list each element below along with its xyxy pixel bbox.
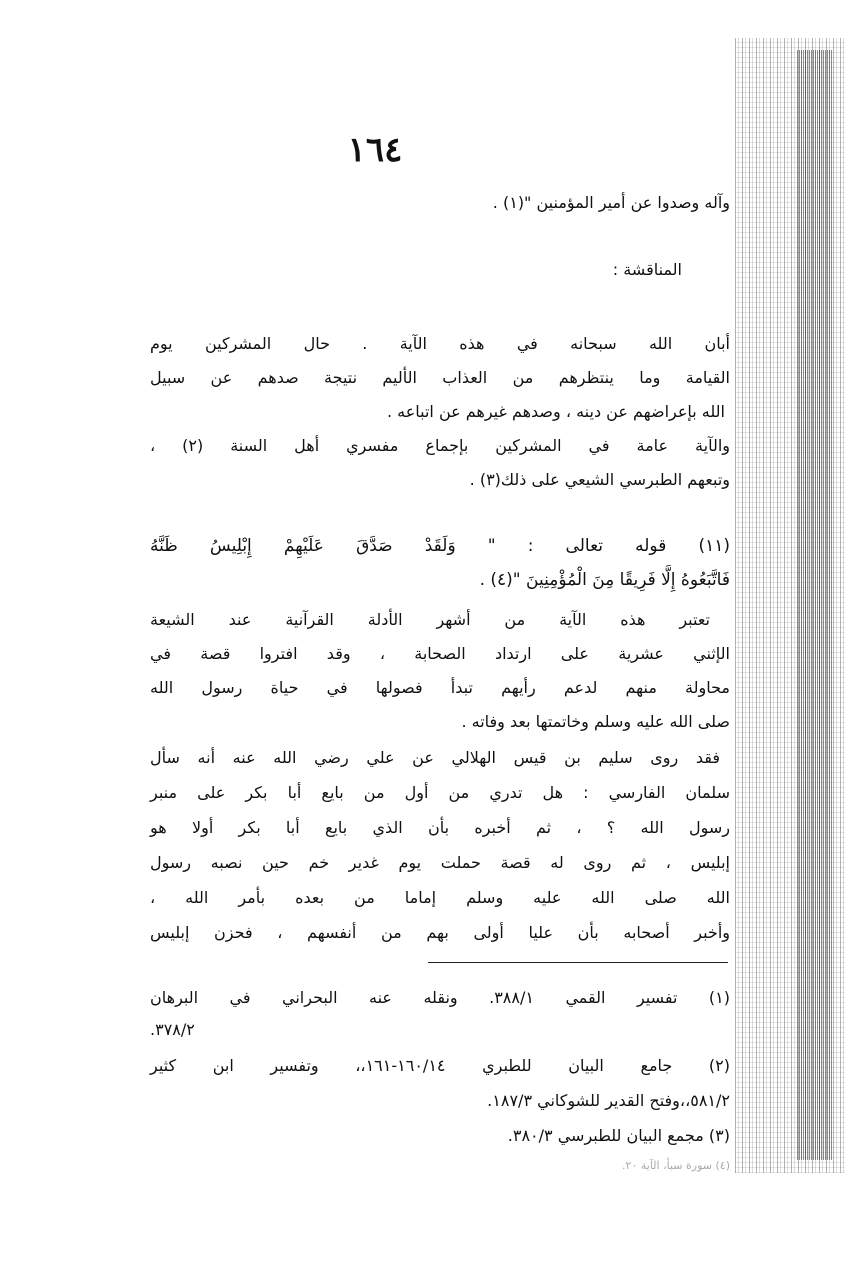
verse-line: (١١) قوله تعالى : " وَلَقَدْ صَدَّقَ عَلَيْهِمْ إِبْلِيسُ ظَنَّهُ <box>150 536 730 556</box>
paragraph3-line: فقد روى سليم بن قيس الهلالي عن علي رضي الله عنه أنه سأل <box>150 748 720 767</box>
paragraph1-line: القيامة وما ينتظرهم من العذاب الأليم نتيجة صدهم عن سبيل <box>150 368 730 387</box>
paragraph1-line: الله بإعراضهم عن دينه ، وصدهم غيرهم عن اتباعه . <box>386 402 725 421</box>
footnote-line: ٥٨١/٢،،وفتح القدير للشوكاني ١٨٧/٣. <box>487 1091 730 1110</box>
footnote-line-cut: (٤) سورة سبأ، الآية ٢٠. <box>622 1159 730 1172</box>
footnote-line: (٢) جامع البيان للطبري ١٦٠/١٤-١٦١،، وتفسير ابن كثير <box>150 1056 731 1075</box>
paragraph1-line: والآية عامة في المشركين بإجماع مفسري أهل السنة (٢) ، <box>150 436 730 455</box>
intro-line: وآله وصدوا عن أمير المؤمنين "(١) . <box>492 193 730 212</box>
section-heading: المناقشة : <box>612 260 682 279</box>
paragraph2-line: تعتبر هذه الآية من أشهر الأدلة القرآنية عند الشيعة <box>150 610 710 629</box>
paragraph1-line: أبان الله سبحانه في هذه الآية . حال المشركين يوم <box>150 334 730 353</box>
paragraph2-line: محاولة منهم لدعم رأيهم تبدأ فصولها في حياة رسول الله <box>150 678 730 697</box>
page-number: ١٦٤ <box>347 130 403 170</box>
verse-line: فَاتَّبَعُوهُ إِلَّا فَرِيقًا مِنَ الْمُؤْمِنِينَ "(٤) . <box>479 570 730 590</box>
footnote-line: (٣) مجمع البيان للطبرسي ٣٨٠/٣. <box>507 1126 730 1145</box>
footnote-line: (١) تفسير القمي ٣٨٨/١. ونقله عنه البحراني في البرهان <box>150 988 730 1007</box>
paragraph2-line: صلى الله عليه وسلم وخاتمتها بعد وفاته . <box>461 712 730 731</box>
paragraph3-line: وأخبر أصحابه بأن عليا أولى بهم من أنفسهم ، فحزن إبليس <box>150 923 730 942</box>
scan-edge-binding <box>797 50 833 1160</box>
paragraph3-line: الله صلى الله عليه وسلم إماما من بعده بأمر الله ، <box>150 888 730 907</box>
paragraph3-line: سلمان الفارسي : هل تدري من أول من بايع أبا بكر على منبر <box>150 783 730 802</box>
footnote-separator <box>428 962 728 963</box>
footnote-line: ٣٧٨/٢. <box>150 1020 195 1039</box>
paragraph3-line: رسول الله ؟ ، ثم أخبره بأن الذي بايع أبا بكر أولا هو <box>150 818 730 837</box>
paragraph3-line: إبليس ، ثم روى له قصة حملت يوم غدير خم حين نصبه رسول <box>150 853 730 872</box>
paragraph1-line: وتبعهم الطبرسي الشيعي على ذلك(٣) . <box>469 470 730 489</box>
paragraph2-line: الإثني عشرية على ارتداد الصحابة ، وقد افتروا قصة في <box>150 644 730 663</box>
